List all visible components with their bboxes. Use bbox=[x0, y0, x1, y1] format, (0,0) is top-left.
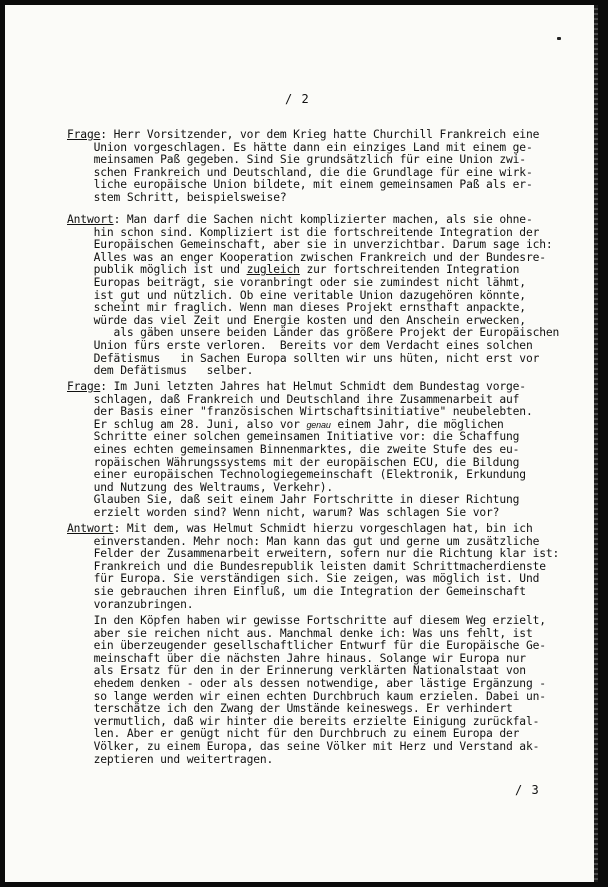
text-segment: einer europäischen Technologiegemeinschaft (Elektronik, Erkundung bbox=[67, 468, 526, 482]
page-number: / 2 bbox=[285, 92, 310, 106]
text-segment: : Man darf die Sachen nicht komplizierter machen, als sie ohne- bbox=[113, 213, 533, 226]
text-segment: Felder der Zusammenarbeit erweitern, sofern nur die Richtung klar ist: bbox=[67, 547, 560, 561]
document-page bbox=[5, 5, 598, 882]
text-segment: für Europa. Sie verständigen sich. Sie zeigen, was möglich ist. Und bbox=[67, 572, 540, 586]
text-segment: ein überzeugender gesellschaftlicher Entwurf für die Europäische Ge- bbox=[67, 639, 546, 653]
text-segment: Defätismus in Sachen Europa sollten wir uns hüten, nicht erst vor bbox=[67, 351, 540, 365]
text-segment: liche europäische Union bildete, mit einem gemeinsamen Paß als er- bbox=[67, 178, 533, 192]
text-segment: ehedem denken - oder als dessen notwendige, aber lästige Ergänzung - bbox=[67, 676, 546, 690]
text-line bbox=[67, 754, 587, 767]
handwritten-insertion: genau bbox=[306, 419, 331, 430]
text-segment: der Basis einer "französischen Wirtschaftsinitiative" neubelebten. bbox=[67, 405, 533, 419]
text-segment: dem Defätismus selber. bbox=[67, 364, 254, 378]
text-segment: als Ersatz für den in der Erinnerung verklärten Nationalstaat von bbox=[67, 664, 526, 678]
text-segment: zeptieren und weitertragen. bbox=[67, 752, 274, 766]
text-segment: sie gebrauchen ihren Einfluß, um die Integration der Gemeinschaft bbox=[67, 584, 526, 598]
text-segment: hin schon sind. Kompliziert ist die fortschreitende Integration der bbox=[67, 225, 540, 239]
answer-block bbox=[67, 214, 587, 378]
text-segment: len. Aber er genügt nicht für den Durchbruch zu einem Europa der bbox=[67, 727, 520, 741]
answer-block bbox=[67, 523, 587, 611]
text-segment: In den Köpfen haben wir gewisse Fortschritte auf diesem Weg erzielt, bbox=[67, 614, 546, 627]
text-line bbox=[67, 507, 587, 520]
text-segment: : Im Juni letzten Jahres hat Helmut Schmidt dem Bundestag vorge- bbox=[100, 380, 526, 393]
text-segment: ropäischen Währungssystems mit der europäischen ECU, die Bildung bbox=[67, 455, 520, 469]
text-segment: als gäben unsere beiden Länder das größere Projekt der Europäischen bbox=[67, 326, 560, 340]
text-segment: Frankreich und die Bundesrepublik leisten damit Schrittmacherdienste bbox=[67, 559, 546, 573]
text-line bbox=[67, 192, 587, 205]
speaker-label: Antwort bbox=[67, 213, 114, 226]
speaker-label: Frage bbox=[67, 128, 101, 141]
text-segment: eines echten gemeinsamen Binnenmarktes, die zweite Stufe des eu- bbox=[67, 442, 520, 456]
text-line bbox=[67, 365, 587, 378]
text-segment: einem Jahr, die möglichen bbox=[330, 417, 504, 431]
text-segment: terschätze ich den Zwang der Umstände keineswegs. Er verhindert bbox=[67, 702, 513, 716]
answer-continuation-block bbox=[67, 615, 587, 766]
text-segment: meinsamen Paß gegeben. Sind Sie grundsätzlich für eine Union zwi- bbox=[67, 153, 526, 167]
text-segment: voranzubringen. bbox=[67, 597, 194, 611]
text-segment: einverstanden. Mehr noch: Man kann das gut und gerne um zusätzliche bbox=[67, 534, 540, 548]
text-segment: Union vorgeschlagen. Es hätte dann ein einziges Land mit einem ge- bbox=[67, 140, 533, 154]
next-page-marker: / 3 bbox=[515, 783, 540, 797]
scan-speck bbox=[557, 37, 561, 40]
text-segment: schlagen, daß Frankreich und Deutschland ihre Zusammenarbeit auf bbox=[67, 392, 520, 406]
text-segment: so lange werden wir einen echten Durchbruch kaum erzielen. Dabei un- bbox=[67, 689, 546, 703]
text-segment: zur fortschreitenden Integration bbox=[299, 263, 520, 277]
question-block bbox=[67, 129, 587, 205]
text-segment: und Nutzung des Weltraums, Verkehr). bbox=[67, 480, 334, 494]
speaker-label: Frage bbox=[67, 380, 101, 393]
speaker-label: Antwort bbox=[67, 522, 114, 535]
text-segment: Europas beiträgt, sie voranbringt oder sie zumindest nicht lähmt, bbox=[67, 275, 526, 289]
question-block bbox=[67, 381, 587, 520]
text-segment: würde das viel Zeit und Energie kosten und den Anschein erwecken, bbox=[67, 313, 526, 327]
text-segment: Er schlug am 28. Juni, also vor bbox=[67, 417, 307, 431]
text-segment: stem Schritt, beispielsweise? bbox=[67, 190, 287, 204]
text-segment: Schritte einer solchen gemeinsamen Initiative vor: die Schaffung bbox=[67, 430, 520, 444]
text-segment: : Herr Vorsitzender, vor dem Krieg hatte Churchill Frankreich eine bbox=[100, 128, 540, 141]
text-segment: schen Frankreich und Deutschland, die die Grundlage für eine wirk- bbox=[67, 165, 533, 179]
text-segment: scheint mir fraglich. Wenn man dieses Projekt ernsthaft anpackte, bbox=[67, 301, 526, 315]
scan-edge bbox=[594, 5, 598, 882]
text-segment: Völker, zu einem Europa, das seine Völker mit Herz und Verstand ak- bbox=[67, 739, 540, 753]
text-segment: vermutlich, daß wir hinter die bereits erzielte Einigung zurückfal- bbox=[67, 714, 540, 728]
text-line bbox=[67, 599, 587, 612]
text-segment: meinschaft über die nächsten Jahre hinaus. Solange wir Europa nur bbox=[67, 651, 526, 665]
text-segment: Europäischen Gemeinschaft, aber sie in unverzichtbar. Darum sage ich: bbox=[67, 238, 553, 252]
text-segment: Glauben Sie, daß seit einem Jahr Fortschritte in dieser Richtung bbox=[67, 493, 520, 507]
text-segment: Union fürs erste verloren. Bereits vor dem Verdacht eines solchen bbox=[67, 338, 533, 352]
text-segment: Alles was an enger Kooperation zwischen Frankreich und der Bundesre- bbox=[67, 250, 546, 264]
text-segment: publik möglich ist und bbox=[67, 263, 247, 277]
text-segment: ist gut und nützlich. Ob eine veritable Union dazugehören könnte, bbox=[67, 288, 526, 302]
text-segment: : Mit dem, was Helmut Schmidt hierzu vorgeschlagen hat, bin ich bbox=[113, 522, 533, 535]
underlined-word: zugleich bbox=[246, 263, 300, 277]
text-segment: erzielt worden sind? Wenn nicht, warum? Was schlagen Sie vor? bbox=[67, 505, 500, 519]
text-segment: aber sie reichen nicht aus. Manchmal denke ich: Was uns fehlt, ist bbox=[67, 626, 533, 640]
